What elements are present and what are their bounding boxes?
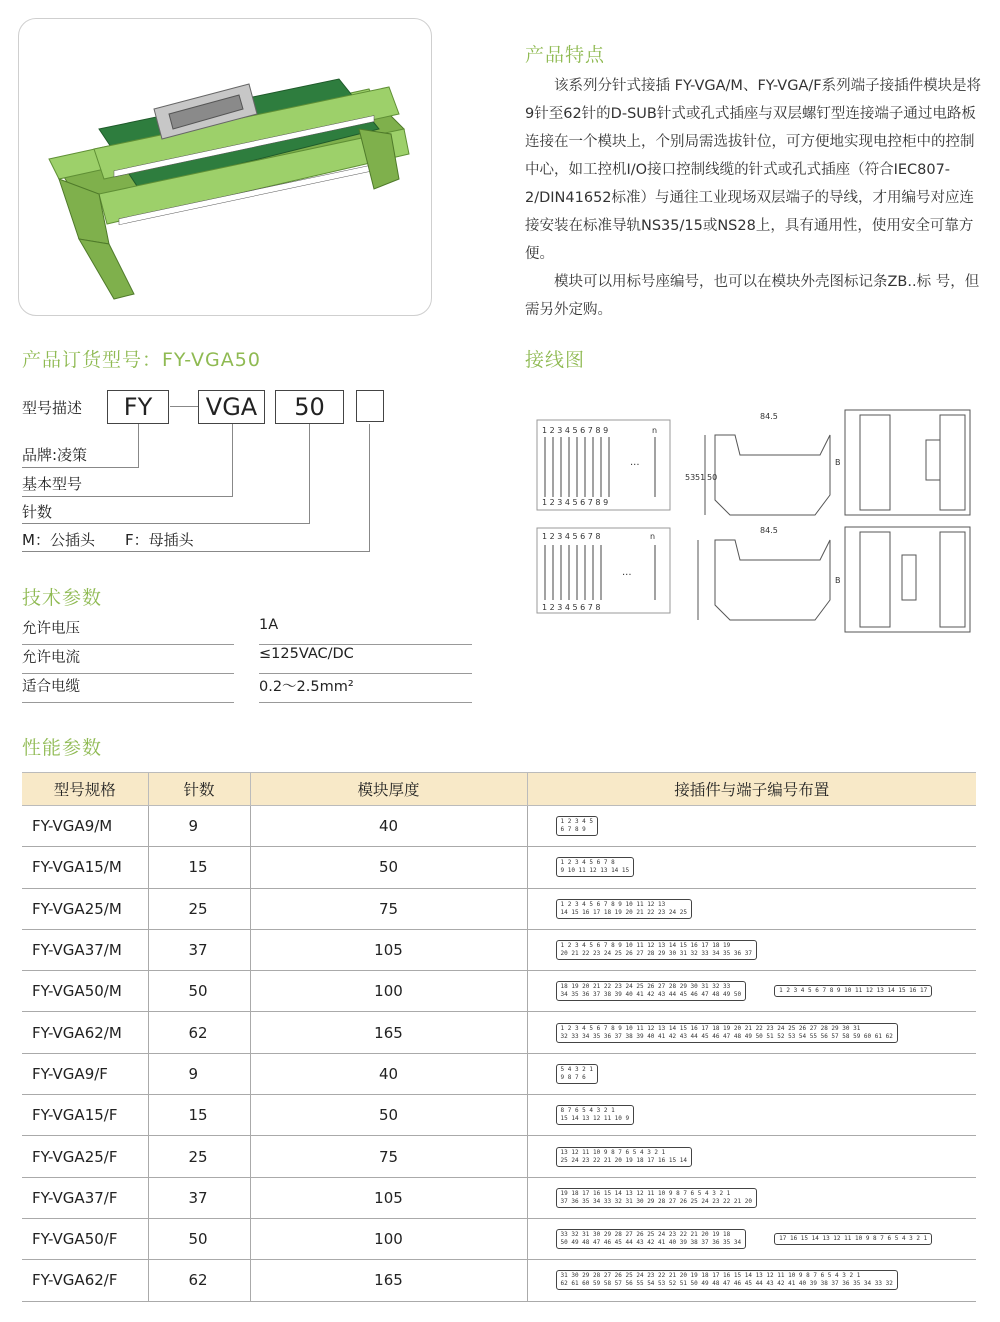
wiring-bottom-pins: 1 2 3 4 5 6 7 8 — [542, 532, 601, 541]
code-dash — [170, 406, 198, 407]
thickness-cell: 40 — [250, 1053, 527, 1094]
connector-diagram — [774, 985, 932, 997]
connector-diagram — [556, 1147, 692, 1167]
tech-row-voltage — [22, 613, 472, 641]
connector-diagram — [556, 1064, 599, 1084]
pins-cell: 62 — [148, 1012, 250, 1053]
table-row — [22, 1012, 976, 1053]
model-cell: FY-VGA37/F — [22, 1177, 148, 1218]
pins-cell: 50 — [148, 971, 250, 1012]
connector-diagram — [556, 1229, 747, 1249]
connector-top-pins: 1 2 3 4 5 6 7 8 9 10 11 12 13 14 15 16 17 18 19 — [560, 942, 731, 950]
layout-cell — [527, 1177, 976, 1218]
thickness-cell: 50 — [250, 847, 527, 888]
connector-bottom-pins: 9 8 7 6 — [560, 1073, 586, 1081]
wiring-bottom-pins-bottom: 1 2 3 4 5 6 7 8 — [542, 603, 601, 612]
features-paragraph-1: 该系列分针式接插 FY-VGA/M、FY-VGA/F系列端子接插件模块是将9针至62针的D-SUB针式或孔式插座与双层螺钉型连接端子通过电路板连接在一个模块上，个别局需选拔针位，可方便地实现电控柜中的控制中心，如工控机I/O接口控制线缆的针式或孔式插座（符合IEC807-2/DIN41652标准）与通往工业现场双层端子的导线，才用编号对应连接安装在标准导轨NS35/15或NS28上，具有通用性，使用安全可靠方便。 — [525, 78, 982, 262]
wiring-top-ellipsis: ... — [630, 457, 640, 468]
model-cell: FY-VGA62/M — [22, 1012, 148, 1053]
connector-top-pins: 8 7 6 5 4 3 2 1 — [560, 1107, 615, 1115]
table-row — [22, 1136, 976, 1177]
table-row — [22, 1177, 976, 1218]
pins-cell: 25 — [148, 888, 250, 929]
table-row — [22, 1218, 976, 1259]
model-cell: FY-VGA50/F — [22, 1218, 148, 1259]
layout-cell — [527, 1012, 976, 1053]
thickness-cell: 40 — [250, 806, 527, 847]
layout-cell — [527, 806, 976, 847]
layout-cell — [527, 1095, 976, 1136]
header-model: 型号规格 — [22, 773, 148, 806]
connector-top-pins: 33 32 31 30 29 28 27 26 25 24 23 22 21 20 19 18 — [560, 1231, 731, 1239]
header-pins: 针数 — [148, 773, 250, 806]
table-row — [22, 929, 976, 970]
table-row — [22, 971, 976, 1012]
model-cell: FY-VGA62/F — [22, 1260, 148, 1301]
model-cell: FY-VGA9/M — [22, 806, 148, 847]
wiring-dim-b-bottom: B — [835, 576, 841, 585]
connector-diagram — [556, 1105, 635, 1125]
layout-cell — [527, 1053, 976, 1094]
layout-cell — [527, 1260, 976, 1301]
connector-top-pins: 1 2 3 4 5 — [560, 818, 594, 826]
legend-brand: 品牌:凌策 — [22, 446, 88, 464]
model-cell: FY-VGA25/F — [22, 1136, 148, 1177]
wiring-top-n: n — [652, 426, 658, 435]
connector-diagram — [556, 981, 747, 1001]
pins-cell: 15 — [148, 1095, 250, 1136]
terminal-module-illustration — [19, 19, 432, 316]
pins-cell: 25 — [148, 1136, 250, 1177]
wiring-dim-h50: 50 — [707, 473, 718, 482]
connector-bottom-pins: 62 61 60 59 58 57 56 55 54 53 52 51 50 49 48 47 46 45 44 43 42 41 40 39 38 37 36 35 34 33 32 — [560, 1280, 893, 1288]
wiring-title: 接线图 — [525, 349, 586, 371]
wiring-dim-h51: 51 — [695, 473, 706, 482]
connector-diagram — [556, 940, 757, 960]
connector-bottom-pins: 6 7 8 9 — [560, 826, 586, 834]
tech-key: 允许电压 — [22, 617, 234, 645]
connector-top-pins: 31 30 29 28 27 26 25 24 23 22 21 20 19 18 17 16 15 14 13 12 11 10 9 8 7 6 5 4 3 2 1 — [560, 1272, 861, 1280]
connector-diagram — [556, 1270, 898, 1290]
pins-cell: 9 — [148, 1053, 250, 1094]
pins-cell: 9 — [148, 806, 250, 847]
connector-top-pins: 1 2 3 4 5 6 7 8 9 10 11 12 13 14 15 16 17 — [779, 987, 928, 995]
layout-cell — [527, 1218, 976, 1259]
thickness-cell: 50 — [250, 1095, 527, 1136]
thickness-cell: 100 — [250, 1218, 527, 1259]
thickness-cell: 105 — [250, 929, 527, 970]
connector-top-pins: 13 12 11 10 9 8 7 6 5 4 3 2 1 — [560, 1148, 666, 1156]
connector-bottom-pins: 25 24 23 22 21 20 19 18 17 16 15 14 — [560, 1156, 687, 1164]
connector-bottom-pins: 34 35 36 37 38 39 40 41 42 43 44 45 46 47 48 49 50 — [560, 991, 742, 999]
thickness-cell: 75 — [250, 888, 527, 929]
table-row — [22, 888, 976, 929]
wiring-dim-width-bottom: 84.5 — [760, 526, 778, 535]
header-thickness: 模块厚度 — [250, 773, 527, 806]
wiring-diagram — [530, 405, 980, 645]
connector-diagram — [556, 899, 692, 919]
pins-cell: 15 — [148, 847, 250, 888]
model-cell: FY-VGA25/M — [22, 888, 148, 929]
layout-cell — [527, 971, 976, 1012]
wiring-dim-width-top: 84.5 — [760, 412, 778, 421]
model-cell: FY-VGA9/F — [22, 1053, 148, 1094]
model-cell: FY-VGA50/M — [22, 971, 148, 1012]
connector-diagram — [556, 816, 599, 836]
order-title: 产品订货型号：FY-VGA50 — [22, 349, 261, 371]
thickness-cell: 100 — [250, 971, 527, 1012]
model-desc-label: 型号描述 — [22, 399, 83, 417]
code-box-pins: 50 — [275, 390, 344, 424]
thickness-cell: 75 — [250, 1136, 527, 1177]
tech-row-current — [22, 642, 472, 670]
header-layout: 接插件与端子编号布置 — [527, 773, 976, 806]
connector-top-pins: 19 18 17 16 15 14 13 12 11 10 9 8 7 6 5 4 3 2 1 — [560, 1189, 731, 1197]
pins-cell: 37 — [148, 1177, 250, 1218]
pins-cell: 62 — [148, 1260, 250, 1301]
performance-table — [22, 772, 976, 1302]
legend-base-model: 基本型号 — [22, 475, 83, 493]
tech-title: 技术参数 — [22, 587, 103, 609]
connector-bottom-pins: 37 36 35 34 33 32 31 30 29 28 27 26 25 24 23 22 21 20 — [560, 1197, 752, 1205]
thickness-cell: 105 — [250, 1177, 527, 1218]
connector-diagram — [556, 1188, 757, 1208]
tech-key: 允许电流 — [22, 646, 234, 674]
tech-value: 1A — [259, 617, 472, 645]
code-box-brand: FY — [107, 390, 169, 424]
connector-bottom-pins: 14 15 16 17 18 19 20 21 22 23 24 25 — [560, 908, 687, 916]
pins-cell: 50 — [148, 1218, 250, 1259]
layout-cell — [527, 1136, 976, 1177]
wiring-top-pins: 1 2 3 4 5 6 7 8 9 — [542, 426, 609, 435]
model-cell: FY-VGA37/M — [22, 929, 148, 970]
pins-cell: 37 — [148, 929, 250, 970]
wiring-bottom-n: n — [650, 532, 656, 541]
legend-gender: M：公插头 F：母插头 — [22, 531, 194, 549]
code-box-gender — [356, 390, 384, 422]
connector-top-pins: 18 19 20 21 22 23 24 25 26 27 28 29 30 31 32 33 — [560, 983, 731, 991]
layout-cell — [527, 929, 976, 970]
wiring-bottom-ellipsis: ... — [622, 567, 632, 578]
connector-diagram — [556, 1023, 898, 1043]
connector-top-pins: 1 2 3 4 5 6 7 8 9 10 11 12 13 14 15 16 17 18 19 20 21 22 23 24 25 26 27 28 29 30 31 — [560, 1024, 861, 1032]
tech-value: ≤125VAC/DC — [259, 646, 472, 674]
model-cell: FY-VGA15/M — [22, 847, 148, 888]
connector-top-pins: 1 2 3 4 5 6 7 8 — [560, 859, 615, 867]
model-cell: FY-VGA15/F — [22, 1095, 148, 1136]
layout-cell — [527, 847, 976, 888]
table-row — [22, 806, 976, 847]
connector-bottom-pins: 20 21 22 23 24 25 26 27 28 29 30 31 32 33 34 35 36 37 — [560, 950, 752, 958]
table-row — [22, 1053, 976, 1094]
connector-bottom-pins: 9 10 11 12 13 14 15 — [560, 867, 630, 875]
thickness-cell: 165 — [250, 1260, 527, 1301]
connector-top-pins: 17 16 15 14 13 12 11 10 9 8 7 6 5 4 3 2 1 — [779, 1235, 928, 1243]
connector-diagram — [774, 1233, 932, 1245]
layout-cell — [527, 888, 976, 929]
tech-row-cable — [22, 671, 472, 699]
code-box-series: VGA — [198, 390, 265, 424]
table-row — [22, 1095, 976, 1136]
wiring-dim-h53: 53 — [685, 473, 696, 482]
tech-value: 0.2～2.5mm² — [259, 675, 472, 703]
performance-title: 性能参数 — [22, 737, 103, 759]
connector-top-pins: 5 4 3 2 1 — [560, 1065, 594, 1073]
table-row — [22, 847, 976, 888]
legend-pin-count: 针数 — [22, 503, 53, 521]
features-paragraph-2: 模块可以用标号座编号，也可以在模块外壳图标记条ZB..标 号，但需另外定购。 — [525, 274, 980, 318]
product-photo-frame — [18, 18, 432, 316]
features-title: 产品特点 — [525, 44, 606, 66]
features-body — [525, 72, 983, 324]
connector-bottom-pins: 50 49 48 47 46 45 44 43 42 41 40 39 38 37 36 35 34 — [560, 1239, 742, 1247]
connector-diagram — [556, 857, 635, 877]
wiring-dim-b-top: B — [835, 458, 841, 467]
connector-top-pins: 1 2 3 4 5 6 7 8 9 10 11 12 13 — [560, 900, 666, 908]
wiring-top-pins-bottom: 1 2 3 4 5 6 7 8 9 — [542, 498, 609, 507]
tech-key: 适合电缆 — [22, 675, 234, 703]
connector-bottom-pins: 15 14 13 12 11 10 9 — [560, 1115, 630, 1123]
connector-bottom-pins: 32 33 34 35 36 37 38 39 40 41 42 43 44 45 46 47 48 49 50 51 52 53 54 55 56 57 58 59 60 61 62 — [560, 1032, 893, 1040]
thickness-cell: 165 — [250, 1012, 527, 1053]
table-row — [22, 1260, 976, 1301]
